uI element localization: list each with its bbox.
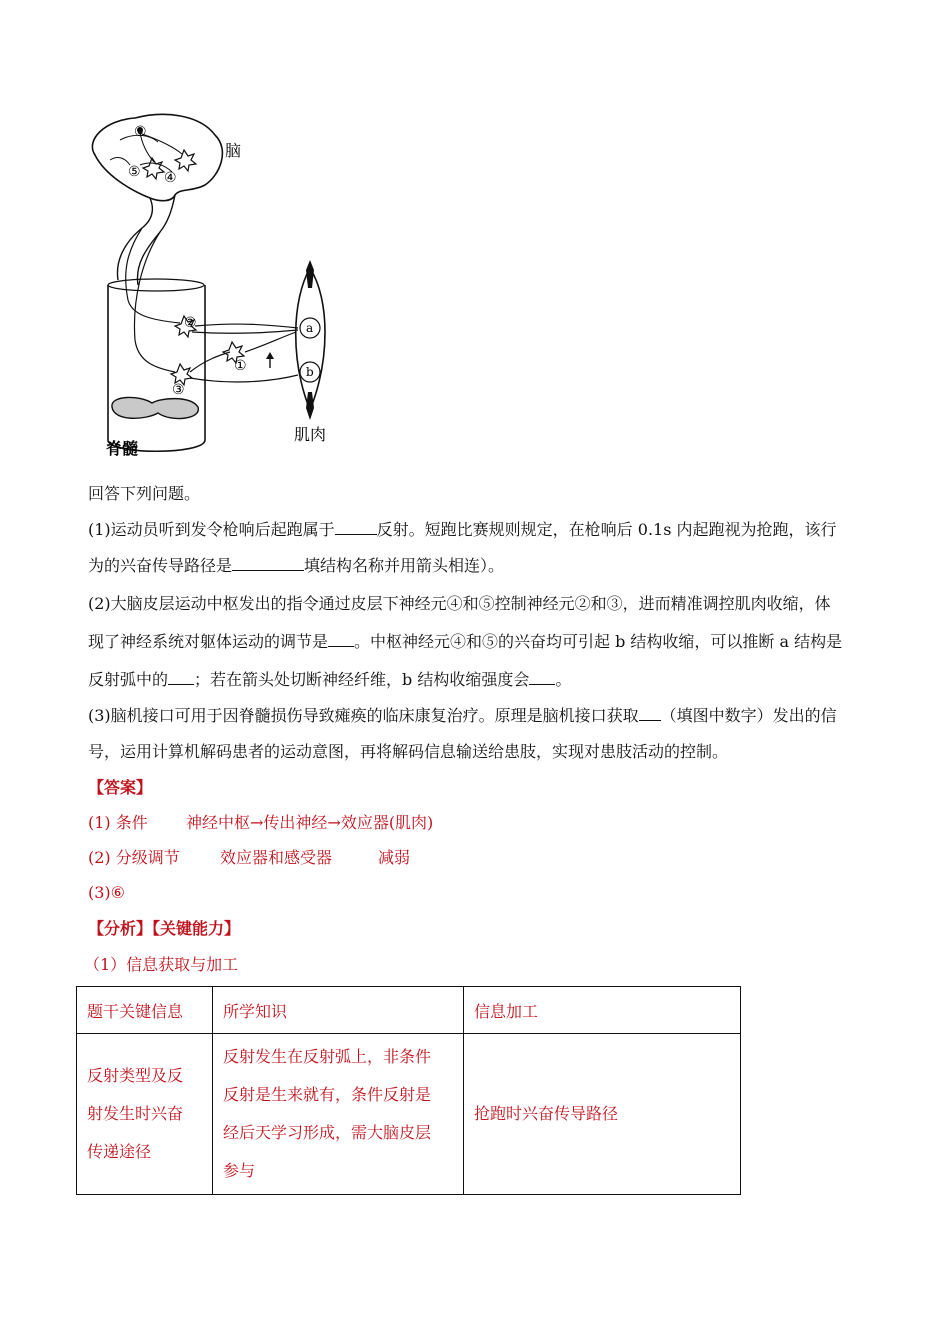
q1-blank2 xyxy=(232,554,304,571)
q2-blank1 xyxy=(328,630,354,647)
table-cell-knowledge: 反射发生在反射弧上，非条件 反射是生来就有，条件反射是 经后天学习形成，需大脑皮层 参与 xyxy=(213,1034,464,1195)
q2-line2: 现了神经系统对躯体运动的调节是 。中枢神经元④和⑤的兴奋均可引起 b 结构收缩，可以推断 a 结构是 xyxy=(88,632,843,651)
answer-1-path: 神经中枢→传出神经→效应器(肌肉) xyxy=(186,813,434,832)
table-cell-key-info: 反射类型及反 射发生时兴奋 传递途径 xyxy=(77,1034,213,1195)
analysis-heading: 【分析】【关键能力】 xyxy=(88,919,241,938)
mark-3: ③ xyxy=(172,382,185,398)
label-brain: 脑 xyxy=(225,141,242,160)
analysis-subheading: （1）信息获取与加工 xyxy=(84,955,239,974)
answer-2-label: (2) 分级调节 xyxy=(88,848,180,867)
mark-b: b xyxy=(306,365,314,379)
mark-4: ④ xyxy=(164,170,177,186)
q2-blank2 xyxy=(168,668,194,685)
answer-3: (3)⑥ xyxy=(88,883,126,902)
muscle-outline xyxy=(296,268,325,410)
q1-line2: 为的兴奋传导路径是 填结构名称并用箭头相连）。 xyxy=(88,556,505,575)
mark-1: ① xyxy=(234,358,247,374)
answer-2-c: 减弱 xyxy=(378,848,411,867)
mark-5: ⑤ xyxy=(128,164,141,180)
q2-line1: (2)大脑皮层运动中枢发出的指令通过皮层下神经元④和⑤控制神经元②和③，进而精准调控肌肉收缩，体 xyxy=(88,594,831,613)
q2-blank3 xyxy=(529,668,555,685)
q1-line1: (1)运动员听到发令枪响后起跑属于 反射。短跑比赛规则规定，在枪响后 0.1s 内起跑视为抢跑，该行 xyxy=(88,520,837,539)
neural-pathway-svg xyxy=(80,110,370,470)
table-row xyxy=(77,1034,741,1195)
mark-2: ② xyxy=(184,315,197,331)
neuron-4-icon xyxy=(175,150,196,171)
cut-arrow-icon xyxy=(266,352,274,368)
neural-pathway-figure xyxy=(80,110,370,470)
q1-blank1 xyxy=(335,518,377,535)
analysis-table xyxy=(76,986,741,1195)
label-spinal-cord: 脊髓 xyxy=(106,439,139,458)
table-header-cell: 所学知识 xyxy=(213,987,464,1034)
mark-a: a xyxy=(306,321,314,335)
q2-line3: 反射弧中的 ；若在箭头处切断神经纤维，b 结构收缩强度会 。 xyxy=(88,670,572,689)
answer-heading: 【答案】 xyxy=(88,778,153,797)
table-header-cell: 题干关键信息 xyxy=(77,987,213,1034)
table-cell-processing: 抢跑时兴奋传导路径 xyxy=(464,1034,741,1195)
table-header-row xyxy=(77,987,741,1034)
mark-6: ⑥ xyxy=(134,124,147,140)
q3-line2: 号，运用计算机解码患者的运动意图，再将解码信息输送给患肢，实现对患肢活动的控制。 xyxy=(88,742,729,761)
table-header-cell: 信息加工 xyxy=(464,987,741,1034)
gray-matter xyxy=(112,397,198,418)
q3-line1: (3)脑机接口可用于因脊髓损伤导致瘫痪的临床康复治疗。原理是脑机接口获取 （填图中数字）发出的信 xyxy=(88,706,837,725)
q3-blank1 xyxy=(639,704,661,721)
answer-2-b: 效应器和感受器 xyxy=(220,848,333,867)
brain-outline xyxy=(92,114,222,200)
answer-1-label: (1) 条件 xyxy=(88,813,148,832)
label-muscle: 肌肉 xyxy=(294,425,327,444)
intro-text: 回答下列问题。 xyxy=(88,484,201,503)
